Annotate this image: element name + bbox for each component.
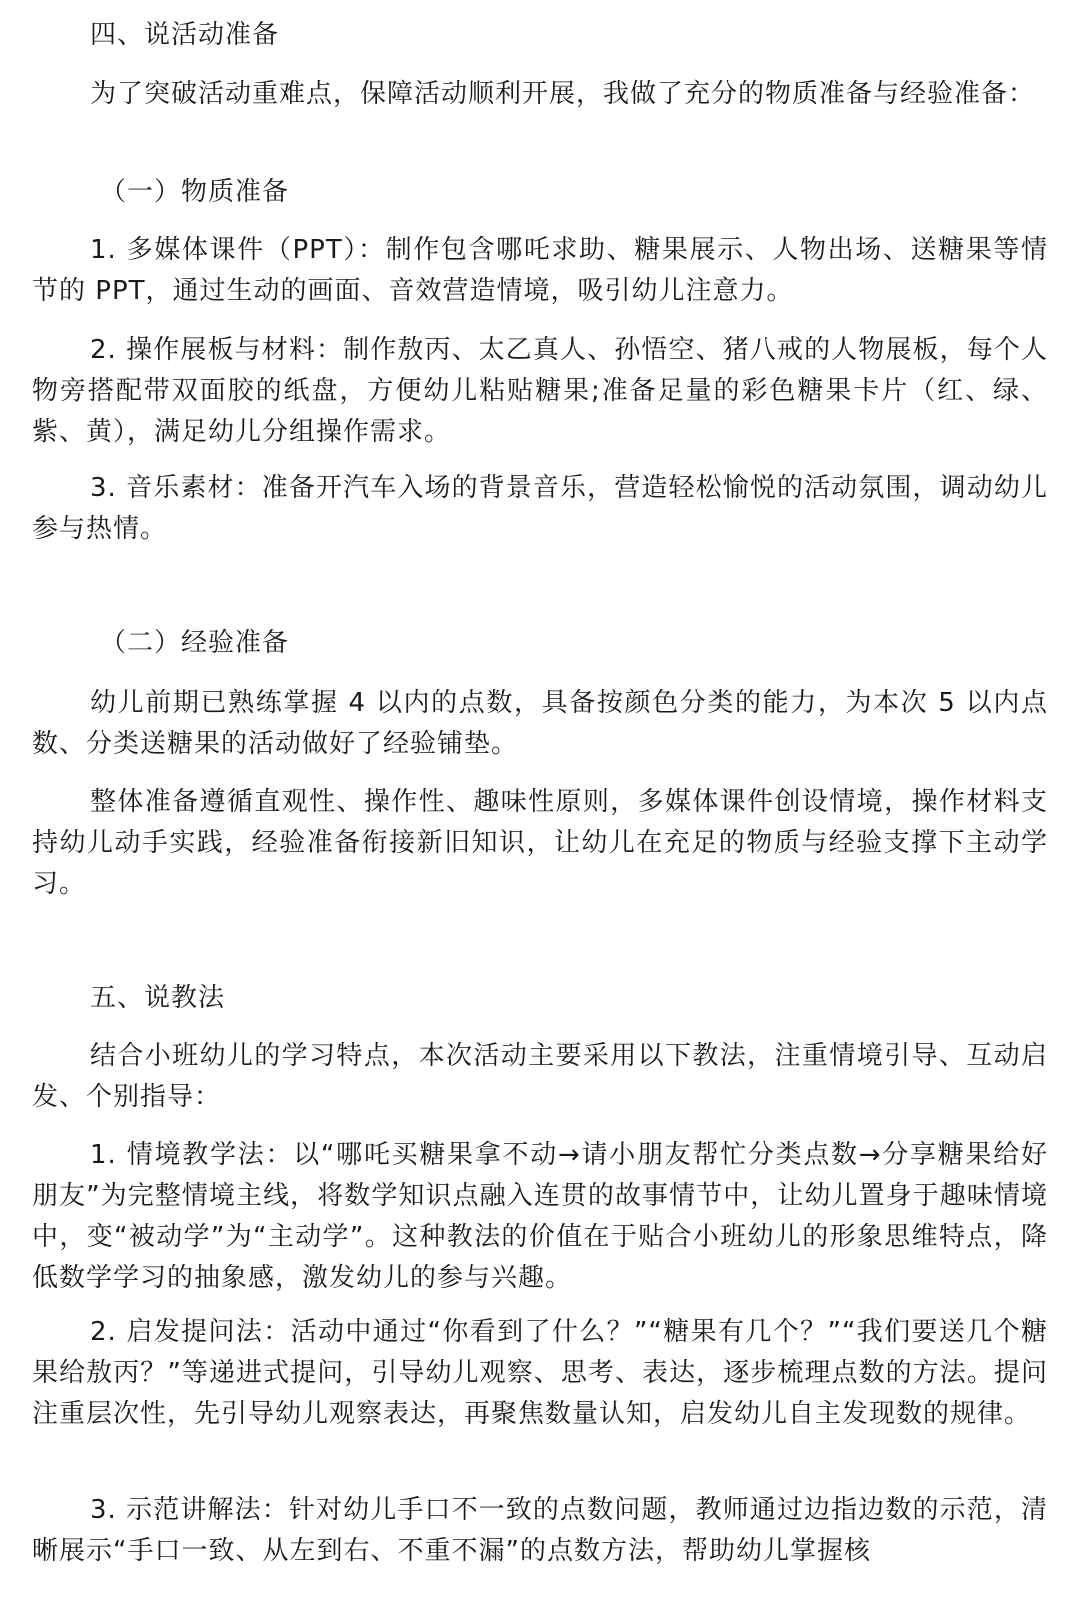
section5-intro: 结合小班幼儿的学习特点，本次活动主要采用以下教法，注重情境引导、互动启发、个别指导： (32, 1041, 1048, 1112)
experience-prep-text: 幼儿前期已熟练掌握 4 以内的点数，具备按颜色分类的能力，为本次 5 以内点数、分类送糖果的活动做好了经验铺垫。 (32, 688, 1048, 759)
prep-summary: 整体准备遵循直观性、操作性、趣味性原则，多媒体课件创设情境，操作材料支持幼儿动手实践，经验准备衔接新旧知识，让幼儿在充足的物质与经验支撑下主动学习。 (32, 787, 1048, 899)
section5-heading: 五、说教法 (90, 983, 226, 1013)
material-item-1: 1. 多媒体课件（PPT）：制作包含哪吒求助、糖果展示、人物出场、送糖果等情节的 PPT，通过生动的画面、音效营造情境，吸引幼儿注意力。 (32, 235, 1048, 306)
section4-intro: 为了突破活动重难点，保障活动顺利开展，我做了充分的物质准备与经验准备： (90, 79, 1036, 109)
teaching-method-3: 3. 示范讲解法：针对幼儿手口不一致的点数问题，教师通过边指边数的示范，清晰展示“手口一致、从左到右、不重不漏”的点数方法，帮助幼儿掌握核 (32, 1495, 1048, 1566)
material-item-2: 2. 操作展板与材料：制作敖丙、太乙真人、孙悟空、猪八戒的人物展板，每个人物旁搭配带双面胶的纸盘，方便幼儿粘贴糖果;准备足量的彩色糖果卡片（红、绿、紫、黄），满足幼儿分组操作需求。 (32, 335, 1048, 447)
section4-heading: 四、说活动准备 (90, 20, 280, 50)
experience-prep-heading: （二）经验准备 (100, 628, 290, 658)
teaching-method-2: 2. 启发提问法：活动中通过“你看到了什么？”“糖果有几个？”“我们要送几个糖果给敖丙？”等递进式提问，引导幼儿观察、思考、表达，逐步梳理点数的方法。提问注重层次性，先引导幼儿观察表达，再聚焦数量认知，启发幼儿自主发现数的规律。 (32, 1317, 1048, 1429)
material-item-3: 3. 音乐素材：准备开汽车入场的背景音乐，营造轻松愉悦的活动氛围，调动幼儿参与热情。 (32, 473, 1048, 544)
material-prep-heading: （一）物质准备 (100, 177, 290, 207)
teaching-method-1: 1. 情境教学法：以“哪吒买糖果拿不动→请小朋友帮忙分类点数→分享糖果给好朋友”为完整情境主线，将数学知识点融入连贯的故事情节中，让幼儿置身于趣味情境中，变“被动学”为“主动学”。这种教法的价值在于贴合小班幼儿的形象思维特点，降低数学学习的抽象感，激发幼儿的参与兴趣。 (32, 1140, 1048, 1293)
